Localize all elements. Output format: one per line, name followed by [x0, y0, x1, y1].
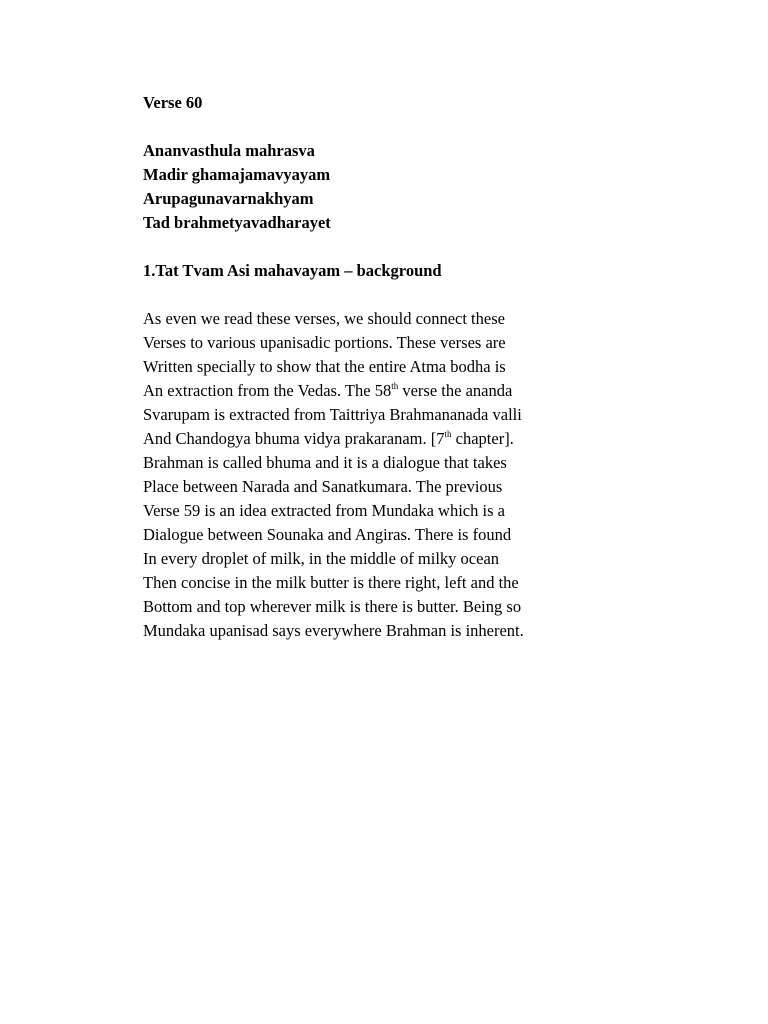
paragraph-line: Bottom and top wherever milk is there is butter. Being so: [143, 597, 522, 616]
paragraph-line: Written specially to show that the entire Atma bodha is: [143, 357, 506, 376]
superscript: th: [444, 429, 452, 439]
verse-heading: Verse 60: [143, 93, 203, 112]
verse-line: Ananvasthula mahrasva: [143, 141, 315, 160]
paragraph-line: Place between Narada and Sanatkumara. The previous: [143, 477, 503, 496]
verse-line: Arupagunavarnakhyam: [143, 189, 314, 208]
paragraph-line: Verses to various upanisadic portions. These verses are: [143, 333, 506, 352]
paragraph-line: Dialogue between Sounaka and Angiras. There is found: [143, 525, 512, 544]
paragraph-line: [143, 379, 703, 403]
paragraph-line: In every droplet of milk, in the middle of milky ocean: [143, 549, 500, 568]
paragraph-line: Mundaka upanisad says everywhere Brahman is inherent.: [143, 621, 524, 640]
verse-block: [143, 139, 703, 235]
verse-line: Tad brahmetyavadharayet: [143, 213, 331, 232]
spacer: [143, 115, 703, 139]
verse-line: Madir ghamajamavyayam: [143, 165, 331, 184]
paragraph-text: And Chandogya bhuma vidya prakaranam. [7: [143, 429, 445, 448]
superscript: th: [391, 381, 399, 391]
spacer: [143, 283, 703, 307]
paragraph-line: Brahman is called bhuma and it is a dialogue that takes: [143, 453, 507, 472]
paragraph-text: chapter].: [451, 429, 514, 448]
paragraph-text: verse the ananda: [398, 381, 513, 400]
paragraph-line: Verse 59 is an idea extracted from Mundaka which is a: [143, 501, 505, 520]
paragraph-line: Then concise in the milk butter is there right, left and the: [143, 573, 519, 592]
document-body: [143, 91, 703, 643]
spacer: [143, 235, 703, 259]
body-paragraph: [143, 307, 703, 643]
paragraph-text: An extraction from the Vedas. The 58: [143, 381, 392, 400]
paragraph-line: Svarupam is extracted from Taittriya Brahmananada valli: [143, 405, 522, 424]
paragraph-line: As even we read these verses, we should connect these: [143, 309, 505, 328]
section-heading: 1.Tat Tvam Asi mahavayam – background: [143, 261, 442, 280]
paragraph-line: [143, 427, 703, 451]
